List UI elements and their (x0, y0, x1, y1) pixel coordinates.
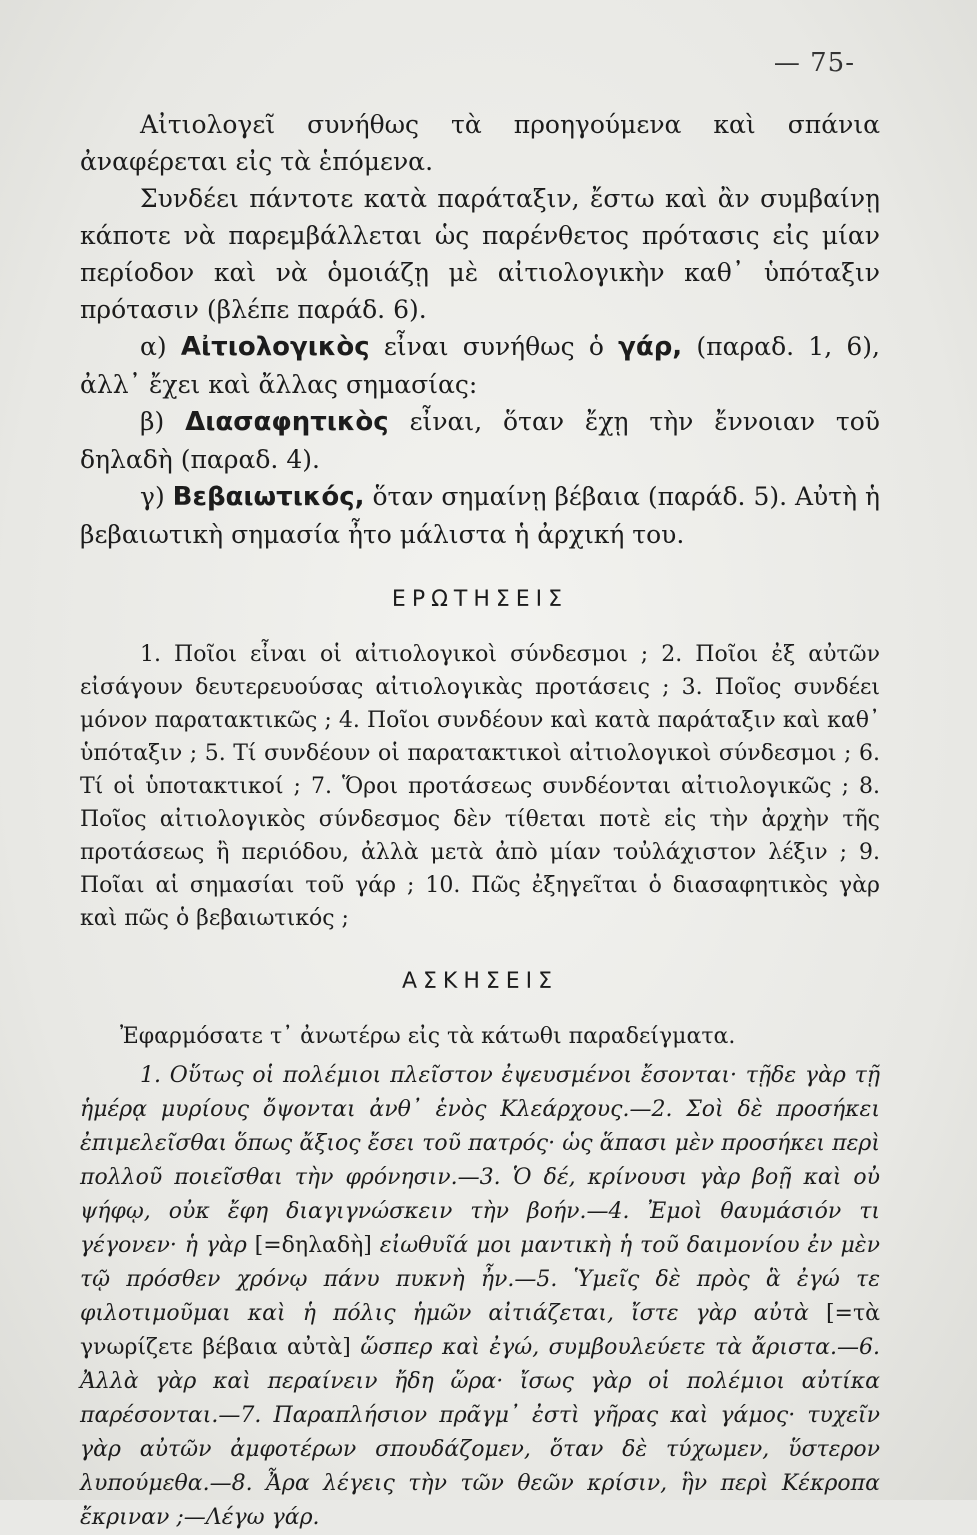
exercises-part-3: ὥσπερ καὶ ἐγώ, συμβουλεύετε τὰ ἄριστα.—6. Ἀλλὰ γὰρ καὶ περαίνειν ἤδη ὥρα· ἴσως γὰρ οἱ πολέμιοι αὐτίκα παρέσονται.—7. Παραπλήσιον πρᾶγμ᾽ ἐστὶ γῆρας καὶ γάμος· τυχεῖν γὰρ αὐτῶν ἀμφοτέρων σπουδάζομεν, ὅταν δὲ τύχωμεν, ὕστερον λυπούμεθα.—8. Ἆρα λέγεις τὴν τῶν θεῶν κρίσιν, ἣν περὶ Κέκροπα ἔκριναν ;—Λέγω γάρ. (80, 1335, 880, 1530)
definition-b-term: Διασαφητικὸς (185, 407, 389, 437)
questions-heading: ΕΡΩΤΗΣΕΙΣ (391, 587, 569, 612)
questions-text: 1. Ποῖοι εἶναι οἱ αἰτιολογικοὶ σύνδεσμοι ; 2. Ποῖοι ἐξ αὐτῶν εἰσάγουν δευτερευούσας αἰτιολογικὰς προτάσεις ; 3. Ποῖος συνδέει μόνον παρατακτικῶς ; 4. Ποῖοι συνδέουν καὶ κατὰ παράταξιν καὶ καθ᾽ ὑπόταξιν ; 5. Τί συνδέουν οἱ παρατακτικοὶ αἰτιολογικοὶ σύνδεσμοι ; 6. Τί οἱ ὑποτακτικοί ; 7. Ὅροι προτάσεως συνδέονται αἰτιολογικῶς ; 8. Ποῖος αἰτιολογικὸς σύνδεσμος δὲν τίθεται ποτὲ εἰς τὴν ἀρχὴν τῆς προτάσεως ἢ περιόδου, ἀλλὰ μετὰ ἀπὸ μίαν τοὐλάχιστον λέξιν ; 9. Ποῖαι αἱ σημασίαι τοῦ γάρ ; 10. Πῶς ἐξηγεῖται ὁ διασαφητικὸς γὰρ καὶ πῶς ὁ βεβαιωτικός ; (80, 642, 880, 931)
exercises-intro: Ἐφαρμόσατε τ᾽ ἀνωτέρω εἰς τὰ κάτωθι παραδείγματα. (120, 1024, 736, 1049)
exercises-part-2: εἰωθυῖά μοι μαντικὴ ἡ τοῦ δαιμονίου ἐν μὲν τῷ πρόσθεν χρόνῳ πάνυ πυκνὴ ἦν.—5. Ὑμεῖς δὲ πρὸς ἃ ἐγώ τε φιλοτιμοῦμαι καὶ ἡ πόλις ἡμῶν αἰτιάζεται, ἴστε γὰρ αὐτὰ (80, 1233, 880, 1326)
definition-c-prefix: γ) (140, 482, 165, 511)
paragraph-2: Συνδέει πάντοτε κατὰ παράταξιν, ἔστω καὶ ἂν συμβαίνῃ κάποτε νὰ παρεμβάλλεται ὡς παρένθετος πρότασις εἰς μίαν περίοδον καὶ νὰ ὁμοιάζῃ μὲ αἰτιολογικὴν καθ᾽ ὑπόταξιν πρότασιν (βλέπε παράδ. 6). (80, 184, 880, 324)
page-content (80, 106, 880, 1535)
exercises-text (80, 1059, 880, 1535)
definition-b (80, 403, 880, 478)
exercises-heading: ΑΣΚΗΣΕΙΣ (401, 969, 559, 994)
definition-a-prefix: α) (140, 332, 167, 361)
definition-c-rest: ὅταν σημαίνῃ βέβαια (παράδ. 5). Αὐτὴ ἡ βεβαιωτικὴ σημασία ἦτο μάλιστα ἡ ἀρχική του. (80, 482, 880, 549)
definition-a-mid: εἶναι συνήθως ὁ (383, 332, 604, 361)
definition-c (80, 478, 880, 553)
page-number: — 75- (773, 48, 855, 78)
exercises-section (80, 1020, 880, 1535)
definition-c-term: Βεβαιωτικός, (172, 482, 365, 512)
definition-b-rest: εἶναι, ὅταν ἔχῃ τὴν ἔννοιαν τοῦ δηλαδὴ (παραδ. 4). (80, 407, 880, 474)
definition-a (80, 328, 880, 403)
definition-a-rest: (παραδ. 1, 6), ἀλλ᾽ ἔχει καὶ ἄλλας σημασίας: (80, 332, 880, 399)
definition-a-word: γάρ, (618, 332, 683, 362)
definition-a-term: Αἰτιολογικὸς (180, 332, 370, 362)
exercises-bracket-1: [=δηλαδὴ] (254, 1233, 372, 1258)
exercises-part-1: 1. Οὕτως οἱ πολέμιοι πλεῖστον ἐψευσμένοι ἔσονται· τῇδε γὰρ τῇ ἡμέρᾳ μυρίους ὄψονται ἀνθ᾽ ἑνὸς Κλεάρχους.—2. Σοὶ δὲ προσήκει ἐπιμελεῖσθαι ὅπως ἄξιος ἔσει τοῦ πατρός· ὡς ἅπασι μὲν προσήκει περὶ πολλοῦ ποιεῖσθαι τὴν φρόνησιν.—3. Ὁ δέ, κρίνουσι γὰρ βοῇ καὶ οὐ ψήφῳ, οὐκ ἔφη διαγιγνώσκειν τὴν βοήν.—4. Ἐμοὶ θαυμάσιόν τι γέγονεν· ἡ γὰρ (80, 1063, 880, 1258)
definition-b-prefix: β) (140, 407, 165, 436)
questions-section (80, 638, 880, 935)
exercises-bracket-2: [=τὰ γνωρίζετε βέβαια αὐτὰ] (80, 1301, 881, 1360)
paragraph-1: Αἰτιολογεῖ συνήθως τὰ προηγούμενα καὶ σπάνια ἀναφέρεται εἰς τὰ ἑπόμενα. (80, 110, 880, 176)
